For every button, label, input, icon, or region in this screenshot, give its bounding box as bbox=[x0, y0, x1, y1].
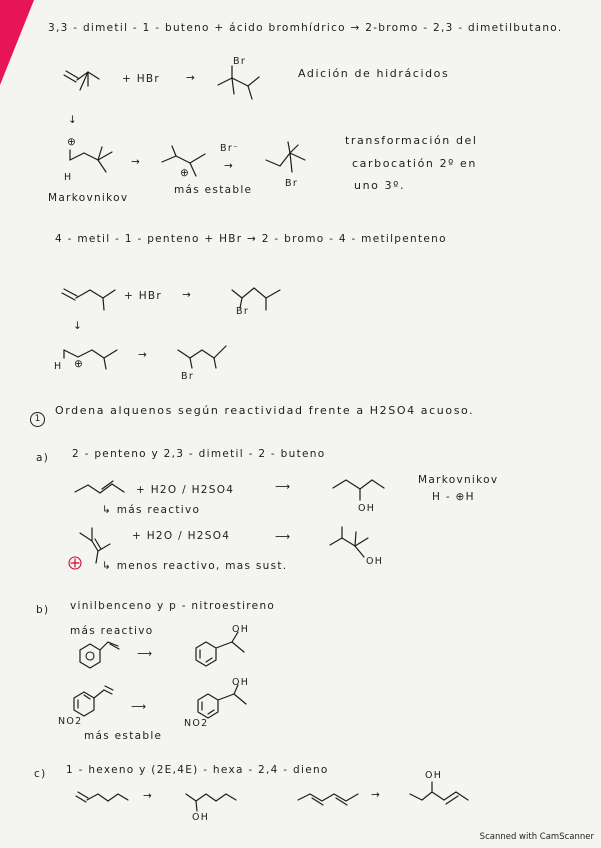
rxn2-h-label: H bbox=[54, 361, 63, 372]
rxn2-product-2-structure bbox=[178, 346, 226, 368]
rxn2-arrow-2: → bbox=[138, 349, 149, 361]
part-a-compounds: 2 - penteno y 2,3 - dimetil - 2 - buteno bbox=[72, 448, 326, 460]
rxn1-down-arrow: ↓ bbox=[68, 114, 79, 126]
part-b-label: b) bbox=[36, 604, 50, 616]
part-a-arrow-1: ⟶ bbox=[275, 481, 292, 493]
part-b-arrow-1: ⟶ bbox=[137, 648, 154, 660]
part-a-pentene-structure bbox=[75, 481, 124, 493]
rxn1-h-label: H bbox=[64, 172, 73, 183]
rxn2-br-product-2: Br bbox=[181, 371, 195, 382]
rxn2-br-product: Br bbox=[236, 306, 250, 317]
part-a-product-1-structure bbox=[333, 480, 384, 500]
rxn1-equation: 3,3 - dimetil - 1 - buteno + ácido bromhídrico → 2-bromo - 2,3 - dimetilbutano. bbox=[48, 22, 563, 34]
part-a-reagent-2: + H2O / H2SO4 bbox=[132, 530, 231, 542]
rxn1-arrow: → bbox=[186, 72, 197, 84]
part-c-hexene-structure bbox=[76, 792, 128, 802]
rxn1-reactant-structure bbox=[64, 71, 99, 90]
part-a-oh-2: OH bbox=[366, 556, 384, 567]
part-a-markovnikov: Markovnikov bbox=[418, 474, 499, 486]
part-b-mas-reactivo: más reactivo bbox=[70, 625, 154, 637]
part-a-label: a) bbox=[36, 452, 50, 464]
part-b-no2-right: NO2 bbox=[184, 718, 209, 729]
scanner-watermark: Scanned with CamScanner bbox=[479, 832, 594, 842]
part-c-hexadiene-structure bbox=[298, 794, 358, 805]
part-b-nitrostyrene-structure bbox=[74, 686, 113, 716]
part-b-compounds: vinilbenceno y p - nitroestireno bbox=[70, 600, 276, 612]
rxn2-reagent: + HBr bbox=[124, 290, 163, 302]
part-c-product-2-structure bbox=[410, 782, 468, 804]
rxn1-arrow-2: → bbox=[131, 156, 142, 168]
rxn2-arrow: → bbox=[182, 289, 193, 301]
rxn1-cation-mark-2: ⊕ bbox=[180, 167, 191, 179]
part-c-compounds: 1 - hexeno y (2E,4E) - hexa - 2,4 - dieno bbox=[66, 764, 329, 776]
rxn1-product-structure bbox=[218, 66, 259, 99]
part-b-arrow-2: ⟶ bbox=[131, 701, 148, 713]
rxn1-arrow-3: → bbox=[224, 160, 235, 172]
rxn1-note: Adición de hidrácidos bbox=[298, 67, 450, 80]
rxn1-br-product: Br bbox=[285, 178, 299, 189]
part-a-oh-1: OH bbox=[358, 503, 376, 514]
rxn1-transform-line2: carbocatión 2º en bbox=[352, 157, 477, 170]
rxn1-reagent: + HBr bbox=[122, 73, 161, 85]
part-a-note-1: ↳ más reactivo bbox=[102, 504, 201, 516]
part-c-oh-2: OH bbox=[425, 770, 443, 781]
rxn2-cation-structure bbox=[64, 350, 117, 369]
part-b-mas-estable: más estable bbox=[84, 730, 163, 742]
part-b-no2-left: NO2 bbox=[58, 716, 83, 727]
rxn1-carbocation-3-structure bbox=[162, 146, 205, 176]
part-b-oh-2: OH bbox=[232, 677, 250, 688]
rxn1-markovnikov: Markovnikov bbox=[48, 192, 129, 204]
part-a-note-2: ↳ menos reactivo, mas sust. bbox=[102, 560, 288, 572]
part-c-label: c) bbox=[34, 768, 47, 780]
section-title: Ordena alquenos según reactividad frente a H2SO4 acuoso. bbox=[55, 404, 475, 417]
part-c-arrow-2: → bbox=[371, 789, 382, 801]
rxn1-cation-mark: ⊕ bbox=[67, 136, 78, 148]
rxn1-mas-estable: más estable bbox=[174, 184, 253, 196]
rxn2-reactant-structure bbox=[62, 289, 115, 310]
part-c-product-1-structure bbox=[186, 794, 236, 811]
rxn1-br-minus: Br⁻ bbox=[220, 143, 240, 154]
part-a-reagent-1: + H2O / H2SO4 bbox=[136, 484, 235, 496]
part-c-oh-1: OH bbox=[192, 812, 210, 823]
part-b-oh-1: OH bbox=[232, 624, 250, 635]
part-b-styrene-structure bbox=[80, 642, 119, 668]
rxn1-transform-line3: uno 3º. bbox=[354, 179, 406, 192]
rxn2-equation: 4 - metil - 1 - penteno + HBr → 2 - bromo - 4 - metilpenteno bbox=[55, 233, 447, 245]
part-a-product-2-structure bbox=[330, 527, 368, 557]
part-b-product-2-structure bbox=[198, 685, 246, 718]
rxn2-down-arrow: ↓ bbox=[73, 320, 84, 332]
part-a-h-oh: H - ⊕H bbox=[432, 491, 475, 503]
part-c-arrow-1: → bbox=[143, 790, 154, 802]
part-a-dimethylbutene-structure bbox=[80, 528, 110, 563]
part-b-product-1-structure bbox=[196, 632, 244, 666]
section-number: 1 bbox=[30, 412, 45, 427]
rxn2-cation-mark: ⊕ bbox=[74, 358, 85, 370]
part-a-arrow-2: ⟶ bbox=[275, 531, 292, 543]
rxn2-product-structure bbox=[232, 288, 280, 310]
rxn1-product-br: Br bbox=[233, 56, 247, 67]
rxn1-transform-line1: transformación del bbox=[345, 134, 478, 147]
rxn1-carbocation-2-structure bbox=[70, 147, 112, 172]
rxn1-final-product-structure bbox=[266, 142, 305, 172]
